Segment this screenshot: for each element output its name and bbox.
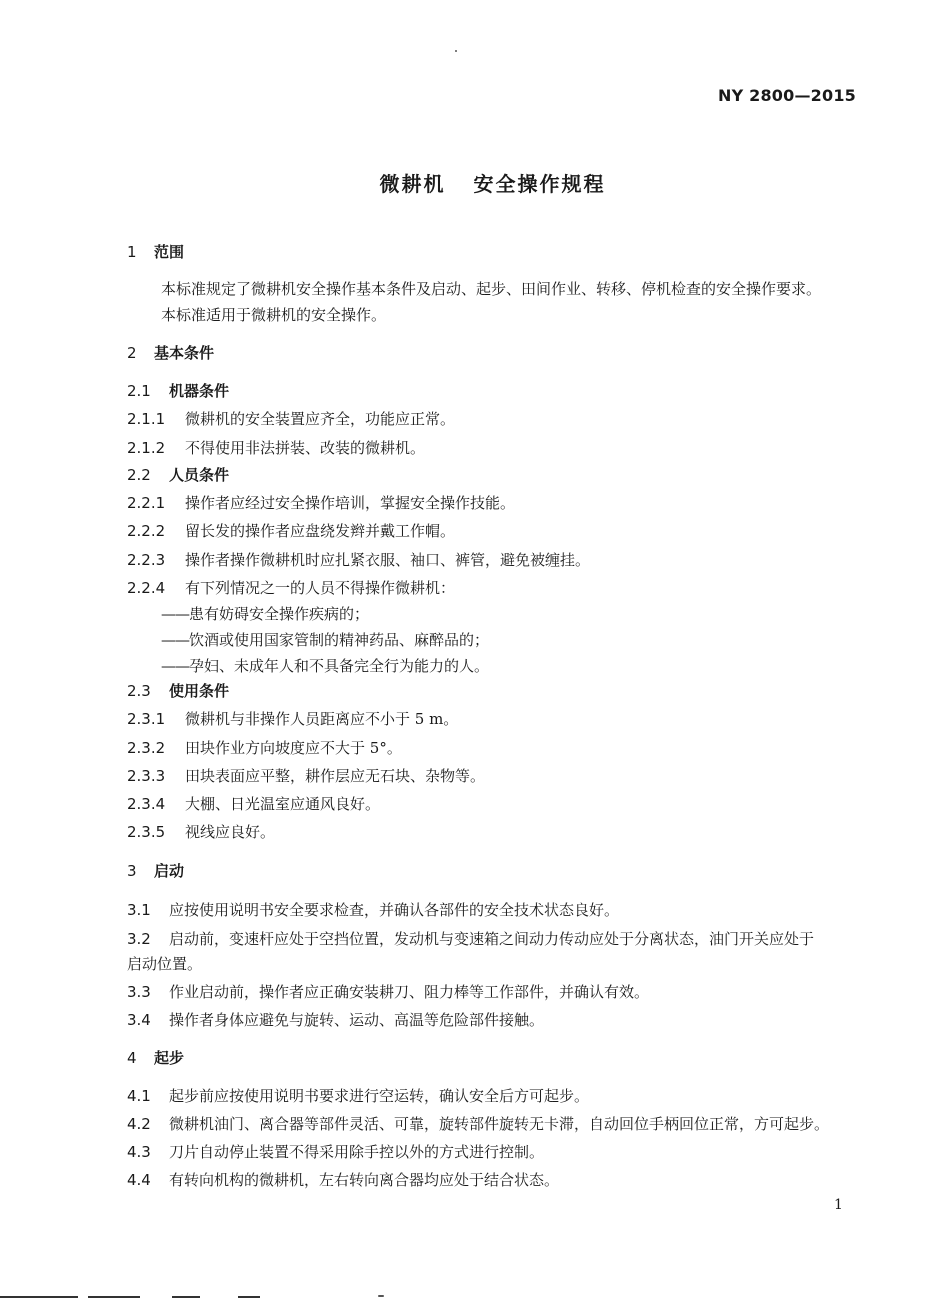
clause-number: 3.4 <box>127 1011 151 1029</box>
clause-text: 有转向机构的微耕机，左右转向离合器均应处于结合状态。 <box>169 1171 560 1189</box>
page-number: 1 <box>834 1197 843 1213</box>
section-number: 3 <box>127 862 137 880</box>
clause-3-3 <box>127 982 649 1002</box>
clause-2-3-5 <box>127 822 275 842</box>
clause-2-2-1 <box>127 493 515 513</box>
list-item-text: 饮酒或使用国家管制的精神药品、麻醉品的； <box>189 631 490 649</box>
clause-text: 田块作业方向坡度应不大于 5°。 <box>185 739 402 757</box>
title-part-2: 安全操作规程 <box>473 172 606 196</box>
section-2-heading <box>127 343 214 363</box>
clause-number: 2.1.1 <box>127 410 166 428</box>
document-title <box>0 168 950 197</box>
clause-number: 3.1 <box>127 901 151 919</box>
clause-2-1-1 <box>127 409 455 429</box>
section-number: 2 <box>127 344 137 362</box>
clause-number: 2.3.1 <box>127 710 166 728</box>
clause-text: 启动前，变速杆应处于空挡位置，发动机与变速箱之间动力传动应处于分离状态，油门开关应处于 <box>169 930 815 948</box>
clause-2-2-4 <box>127 578 455 598</box>
clause-text: 不得使用非法拼装、改装的微耕机。 <box>185 439 426 457</box>
section-1-heading <box>127 242 184 262</box>
clause-2-3-1 <box>127 709 458 729</box>
clause-4-1 <box>127 1086 589 1106</box>
subsection-2-1-heading <box>127 381 229 401</box>
clause-number: 4.4 <box>127 1171 151 1189</box>
clause-3-2 <box>127 929 814 949</box>
subsection-title: 使用条件 <box>169 682 230 700</box>
clause-4-3 <box>127 1142 544 1162</box>
section-4-heading <box>127 1048 184 1068</box>
clause-3-4 <box>127 1010 544 1030</box>
clause-number: 2.2.3 <box>127 551 166 569</box>
clause-number: 4.1 <box>127 1087 151 1105</box>
clause-2-3-2 <box>127 738 402 758</box>
clause-2-2-2 <box>127 521 455 541</box>
clause-text: 微耕机油门、离合器等部件灵活、可靠，旋转部件旋转无卡滞，自动回位手柄回位正常，方可起步。 <box>169 1115 830 1133</box>
clause-number: 2.2.4 <box>127 579 166 597</box>
clause-number: 2.2.1 <box>127 494 166 512</box>
clause-number: 2.3.4 <box>127 795 166 813</box>
clause-text: 微耕机的安全装置应齐全，功能应正常。 <box>185 410 456 428</box>
clause-text: 操作者操作微耕机时应扎紧衣服、袖口、裤管，避免被缠挂。 <box>185 551 591 569</box>
clause-number: 3.3 <box>127 983 151 1001</box>
clause-number: 2.1.2 <box>127 439 166 457</box>
clause-text: 起步前应按使用说明书要求进行空运转，确认安全后方可起步。 <box>169 1087 590 1105</box>
dash-marker: —— <box>161 631 189 649</box>
clause-text: 操作者应经过安全操作培训，掌握安全操作技能。 <box>185 494 516 512</box>
clause-number: 2.2.2 <box>127 522 166 540</box>
clause-3-1 <box>127 900 619 920</box>
footer-scan-mark <box>88 1296 140 1298</box>
section-number: 1 <box>127 243 137 261</box>
clause-3-2-continuation: 启动位置。 <box>127 955 203 973</box>
scan-speck <box>378 1295 384 1297</box>
footer-scan-mark <box>238 1296 260 1298</box>
clause-number: 4.3 <box>127 1143 151 1161</box>
footer-scan-mark <box>0 1296 78 1298</box>
subsection-number: 2.3 <box>127 682 151 700</box>
section-title: 起步 <box>154 1049 185 1067</box>
footer-scan-mark <box>172 1296 200 1298</box>
subsection-title: 人员条件 <box>169 466 230 484</box>
clause-4-4 <box>127 1170 559 1190</box>
section-title: 启动 <box>154 862 185 880</box>
list-item <box>161 630 489 650</box>
clause-text: 大棚、日光温室应通风良好。 <box>185 795 381 813</box>
standard-number: NY 2800—2015 <box>717 86 856 105</box>
list-item <box>161 604 369 624</box>
clause-text: 微耕机与非操作人员距离应不小于 5 m。 <box>185 710 459 728</box>
scan-speck <box>455 50 457 52</box>
section-title: 范围 <box>154 243 185 261</box>
clause-2-3-3 <box>127 766 485 786</box>
subsection-2-3-heading <box>127 681 229 701</box>
list-item-text: 孕妇、未成年人和不具备完全行为能力的人。 <box>189 657 490 675</box>
section-3-heading <box>127 861 184 881</box>
list-item-text: 患有妨碍安全操作疾病的； <box>189 605 370 623</box>
section-title: 基本条件 <box>154 344 215 362</box>
clause-text: 作业启动前，操作者应正确安装耕刀、阻力棒等工作部件，并确认有效。 <box>169 983 650 1001</box>
clause-number: 2.3.2 <box>127 739 166 757</box>
clause-number: 2.3.3 <box>127 767 166 785</box>
clause-2-3-4 <box>127 794 380 814</box>
clause-text: 刀片自动停止装置不得采用除手控以外的方式进行控制。 <box>169 1143 545 1161</box>
section-number: 4 <box>127 1049 137 1067</box>
scope-paragraph-2: 本标准适用于微耕机的安全操作。 <box>161 306 387 324</box>
subsection-number: 2.2 <box>127 466 151 484</box>
clause-text: 视线应良好。 <box>185 823 276 841</box>
clause-text: 田块表面应平整，耕作层应无石块、杂物等。 <box>185 767 486 785</box>
list-item <box>161 656 489 676</box>
clause-number: 4.2 <box>127 1115 151 1133</box>
subsection-title: 机器条件 <box>169 382 230 400</box>
dash-marker: —— <box>161 657 189 675</box>
clause-text: 留长发的操作者应盘绕发辫并戴工作帽。 <box>185 522 456 540</box>
title-part-1: 微耕机 <box>379 172 446 196</box>
clause-number: 3.2 <box>127 930 151 948</box>
clause-4-2 <box>127 1114 829 1134</box>
clause-2-2-3 <box>127 550 590 570</box>
clause-text: 应按使用说明书安全要求检查，并确认各部件的安全技术状态良好。 <box>169 901 620 919</box>
clause-number: 2.3.5 <box>127 823 166 841</box>
clause-text: 操作者身体应避免与旋转、运动、高温等危险部件接触。 <box>169 1011 545 1029</box>
clause-text: 有下列情况之一的人员不得操作微耕机： <box>185 579 456 597</box>
subsection-2-2-heading <box>127 465 229 485</box>
subsection-number: 2.1 <box>127 382 151 400</box>
clause-2-1-2 <box>127 438 425 458</box>
scope-paragraph-1: 本标准规定了微耕机安全操作基本条件及启动、起步、田间作业、转移、停机检查的安全操作要求。 <box>161 280 822 298</box>
dash-marker: —— <box>161 605 189 623</box>
